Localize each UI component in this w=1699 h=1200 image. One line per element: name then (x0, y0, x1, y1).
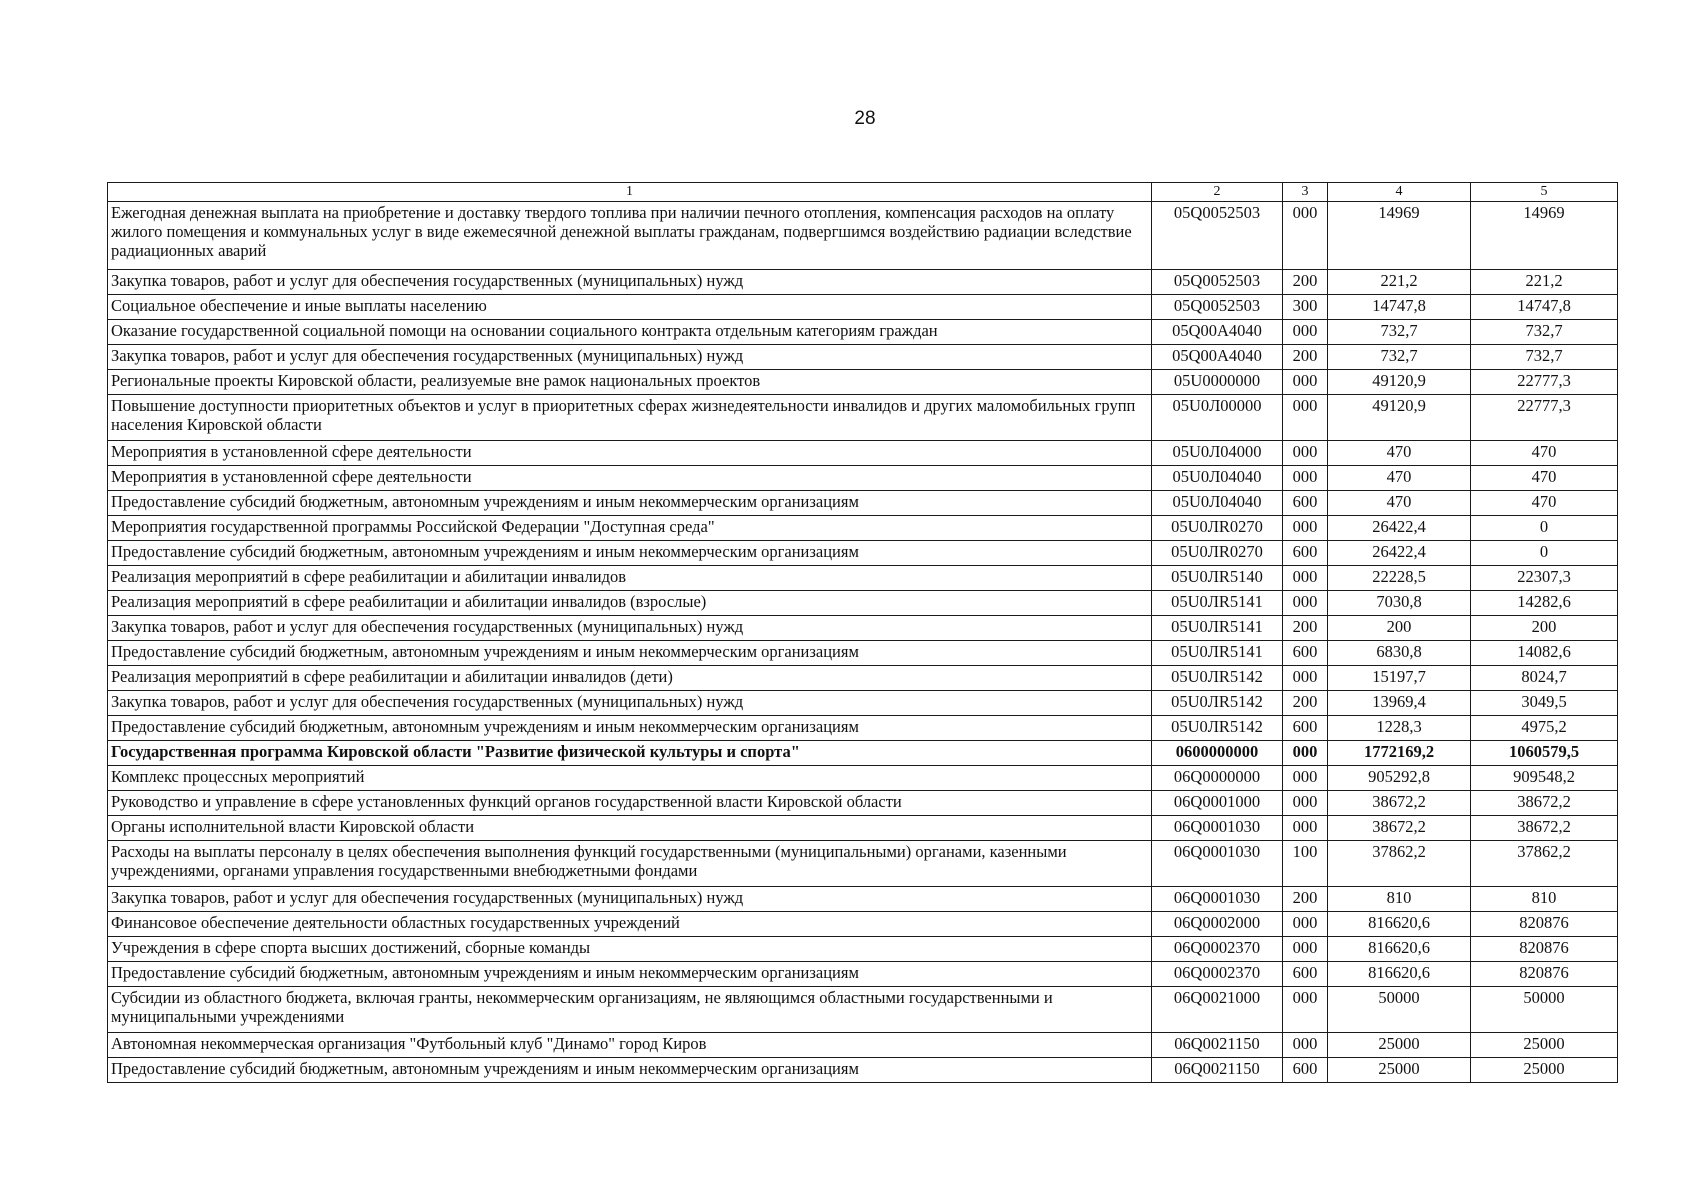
row-expense-type: 000 (1283, 202, 1328, 270)
table-row (108, 516, 1618, 541)
row-amount-col4: 37862,2 (1328, 841, 1471, 887)
row-code: 05Q0052503 (1152, 295, 1283, 320)
row-expense-type: 000 (1283, 395, 1328, 441)
row-expense-type: 100 (1283, 841, 1328, 887)
row-code: 05U0Л04040 (1152, 466, 1283, 491)
row-amount-col4: 14969 (1328, 202, 1471, 270)
header-col-2: 2 (1152, 183, 1283, 202)
row-amount-col4: 816620,6 (1328, 912, 1471, 937)
row-expense-type: 000 (1283, 912, 1328, 937)
row-amount-col5: 470 (1471, 466, 1618, 491)
table-row (108, 937, 1618, 962)
row-amount-col4: 38672,2 (1328, 791, 1471, 816)
row-amount-col5: 38672,2 (1471, 791, 1618, 816)
row-expense-type: 000 (1283, 1033, 1328, 1058)
row-expense-type: 000 (1283, 466, 1328, 491)
row-amount-col4: 49120,9 (1328, 370, 1471, 395)
row-expense-type: 600 (1283, 716, 1328, 741)
row-amount-col4: 816620,6 (1328, 962, 1471, 987)
table-row (108, 791, 1618, 816)
row-expense-type: 000 (1283, 937, 1328, 962)
row-expense-type: 000 (1283, 370, 1328, 395)
row-amount-col4: 22228,5 (1328, 566, 1471, 591)
row-amount-col5: 820876 (1471, 937, 1618, 962)
table-row (108, 491, 1618, 516)
row-amount-col4: 470 (1328, 491, 1471, 516)
row-amount-col5: 4975,2 (1471, 716, 1618, 741)
row-amount-col4: 732,7 (1328, 345, 1471, 370)
row-amount-col5: 820876 (1471, 962, 1618, 987)
row-code: 06Q0001030 (1152, 816, 1283, 841)
table-row (108, 641, 1618, 666)
row-code: 05U0Л04000 (1152, 441, 1283, 466)
row-code: 06Q0001000 (1152, 791, 1283, 816)
table-row (108, 887, 1618, 912)
row-amount-col5: 732,7 (1471, 345, 1618, 370)
row-code: 05Q0052503 (1152, 270, 1283, 295)
row-amount-col5: 22307,3 (1471, 566, 1618, 591)
table-row (108, 345, 1618, 370)
row-amount-col5: 25000 (1471, 1058, 1618, 1083)
row-expense-type: 200 (1283, 616, 1328, 641)
row-amount-col5: 820876 (1471, 912, 1618, 937)
row-amount-col4: 200 (1328, 616, 1471, 641)
row-expense-type: 200 (1283, 270, 1328, 295)
row-expense-type: 200 (1283, 345, 1328, 370)
row-code: 06Q0021000 (1152, 987, 1283, 1033)
table-row (108, 591, 1618, 616)
row-amount-col4: 1228,3 (1328, 716, 1471, 741)
table-row (108, 816, 1618, 841)
table-row (108, 841, 1618, 887)
header-col-3: 3 (1283, 183, 1328, 202)
row-expense-type: 000 (1283, 987, 1328, 1033)
row-name: Закупка товаров, работ и услуг для обеспечения государственных (муниципальных) нужд (108, 616, 1152, 641)
row-amount-col4: 7030,8 (1328, 591, 1471, 616)
row-expense-type: 000 (1283, 816, 1328, 841)
table-row (108, 202, 1618, 270)
row-name: Закупка товаров, работ и услуг для обеспечения государственных (муниципальных) нужд (108, 691, 1152, 716)
row-code: 05U0ЛR5142 (1152, 691, 1283, 716)
row-amount-col4: 15197,7 (1328, 666, 1471, 691)
row-expense-type: 000 (1283, 516, 1328, 541)
table-row (108, 691, 1618, 716)
row-code: 05U0ЛR5141 (1152, 591, 1283, 616)
row-name: Субсидии из областного бюджета, включая гранты, некоммерческим организациям, не являющимся областными государственными и муниципальными учреждениями (108, 987, 1152, 1033)
row-code: 06Q0002000 (1152, 912, 1283, 937)
row-name: Ежегодная денежная выплата на приобретение и доставку твердого топлива при наличии печного отопления, компенсация расходов на оплату жилого помещения и коммунальных услуг в виде ежемесячной денежной выплаты гражданам, подвергшимся воздействию радиации вследствие радиационных аварий (108, 202, 1152, 270)
row-name: Учреждения в сфере спорта высших достижений, сборные команды (108, 937, 1152, 962)
table-row (108, 370, 1618, 395)
row-name: Комплекс процессных мероприятий (108, 766, 1152, 791)
row-expense-type: 000 (1283, 320, 1328, 345)
row-name: Реализация мероприятий в сфере реабилитации и абилитации инвалидов (дети) (108, 666, 1152, 691)
page-number: 28 (854, 108, 876, 129)
row-expense-type: 600 (1283, 541, 1328, 566)
row-expense-type: 000 (1283, 666, 1328, 691)
row-amount-col4: 26422,4 (1328, 516, 1471, 541)
table-row (108, 270, 1618, 295)
row-expense-type: 000 (1283, 741, 1328, 766)
row-expense-type: 000 (1283, 566, 1328, 591)
row-amount-col5: 25000 (1471, 1033, 1618, 1058)
row-amount-col5: 810 (1471, 887, 1618, 912)
row-expense-type: 600 (1283, 491, 1328, 516)
table-header-row (108, 183, 1618, 202)
row-expense-type: 600 (1283, 641, 1328, 666)
row-code: 05U0ЛR5140 (1152, 566, 1283, 591)
table-row (108, 320, 1618, 345)
row-name: Автономная некоммерческая организация "Футбольный клуб "Динамо" город Киров (108, 1033, 1152, 1058)
row-amount-col4: 470 (1328, 466, 1471, 491)
row-amount-col5: 14747,8 (1471, 295, 1618, 320)
row-amount-col4: 905292,8 (1328, 766, 1471, 791)
row-amount-col4: 221,2 (1328, 270, 1471, 295)
row-amount-col4: 25000 (1328, 1033, 1471, 1058)
row-expense-type: 000 (1283, 766, 1328, 791)
row-name: Закупка товаров, работ и услуг для обеспечения государственных (муниципальных) нужд (108, 345, 1152, 370)
table-row (108, 912, 1618, 937)
row-name: Расходы на выплаты персоналу в целях обеспечения выполнения функций государственными (муниципальными) органами, казенными учреждениями, органами управления государственными внебюджетными фондами (108, 841, 1152, 887)
row-name: Закупка товаров, работ и услуг для обеспечения государственных (муниципальных) нужд (108, 887, 1152, 912)
row-amount-col5: 14282,6 (1471, 591, 1618, 616)
row-code: 05U0ЛR5142 (1152, 666, 1283, 691)
row-name: Мероприятия в установленной сфере деятельности (108, 441, 1152, 466)
row-code: 05U0Л04040 (1152, 491, 1283, 516)
row-amount-col5: 38672,2 (1471, 816, 1618, 841)
row-code: 06Q0001030 (1152, 887, 1283, 912)
row-amount-col5: 732,7 (1471, 320, 1618, 345)
row-amount-col4: 13969,4 (1328, 691, 1471, 716)
row-code: 05U0ЛR0270 (1152, 516, 1283, 541)
header-col-5: 5 (1471, 183, 1618, 202)
row-amount-col5: 50000 (1471, 987, 1618, 1033)
row-name: Финансовое обеспечение деятельности областных государственных учреждений (108, 912, 1152, 937)
table-row (108, 616, 1618, 641)
row-amount-col4: 816620,6 (1328, 937, 1471, 962)
row-amount-col5: 1060579,5 (1471, 741, 1618, 766)
row-amount-col5: 22777,3 (1471, 395, 1618, 441)
row-code: 05U0ЛR5141 (1152, 616, 1283, 641)
row-code: 05U0ЛR0270 (1152, 541, 1283, 566)
table-row (108, 566, 1618, 591)
table-row (108, 295, 1618, 320)
row-name: Закупка товаров, работ и услуг для обеспечения государственных (муниципальных) нужд (108, 270, 1152, 295)
table-row-program-total (108, 741, 1618, 766)
row-name: Предоставление субсидий бюджетным, автономным учреждениям и иным некоммерческим организациям (108, 641, 1152, 666)
row-code: 05U0ЛR5141 (1152, 641, 1283, 666)
row-name: Органы исполнительной власти Кировской области (108, 816, 1152, 841)
row-code: 06Q0021150 (1152, 1058, 1283, 1083)
row-expense-type: 000 (1283, 591, 1328, 616)
row-amount-col5: 0 (1471, 541, 1618, 566)
header-col-4: 4 (1328, 183, 1471, 202)
row-expense-type: 600 (1283, 962, 1328, 987)
row-name: Реализация мероприятий в сфере реабилитации и абилитации инвалидов (взрослые) (108, 591, 1152, 616)
row-code: 06Q0000000 (1152, 766, 1283, 791)
table-row (108, 395, 1618, 441)
row-name: Повышение доступности приоритетных объектов и услуг в приоритетных сферах жизнедеятельности инвалидов и других маломобильных групп населения Кировской области (108, 395, 1152, 441)
row-expense-type: 200 (1283, 691, 1328, 716)
row-amount-col4: 38672,2 (1328, 816, 1471, 841)
table-row (108, 1033, 1618, 1058)
table-row (108, 962, 1618, 987)
header-col-1: 1 (108, 183, 1152, 202)
row-name: Региональные проекты Кировской области, реализуемые вне рамок национальных проектов (108, 370, 1152, 395)
row-amount-col5: 470 (1471, 441, 1618, 466)
table-row (108, 716, 1618, 741)
row-amount-col5: 221,2 (1471, 270, 1618, 295)
row-code: 05U0000000 (1152, 370, 1283, 395)
row-amount-col5: 37862,2 (1471, 841, 1618, 887)
row-amount-col5: 200 (1471, 616, 1618, 641)
row-amount-col5: 22777,3 (1471, 370, 1618, 395)
row-amount-col5: 3049,5 (1471, 691, 1618, 716)
row-amount-col4: 470 (1328, 441, 1471, 466)
row-expense-type: 200 (1283, 887, 1328, 912)
row-amount-col5: 8024,7 (1471, 666, 1618, 691)
row-code: 06Q0021150 (1152, 1033, 1283, 1058)
row-name: Оказание государственной социальной помощи на основании социального контракта отдельным категориям граждан (108, 320, 1152, 345)
row-name: Реализация мероприятий в сфере реабилитации и абилитации инвалидов (108, 566, 1152, 591)
budget-table (107, 182, 1618, 1083)
row-amount-col4: 49120,9 (1328, 395, 1471, 441)
row-name: Предоставление субсидий бюджетным, автономным учреждениям и иным некоммерческим организациям (108, 541, 1152, 566)
row-amount-col5: 14969 (1471, 202, 1618, 270)
row-amount-col4: 50000 (1328, 987, 1471, 1033)
row-code: 05U0ЛR5142 (1152, 716, 1283, 741)
row-code: 06Q0002370 (1152, 962, 1283, 987)
row-expense-type: 600 (1283, 1058, 1328, 1083)
row-amount-col5: 470 (1471, 491, 1618, 516)
row-name: Предоставление субсидий бюджетным, автономным учреждениям и иным некоммерческим организациям (108, 716, 1152, 741)
row-amount-col5: 909548,2 (1471, 766, 1618, 791)
row-code: 06Q0002370 (1152, 937, 1283, 962)
row-name: Социальное обеспечение и иные выплаты населению (108, 295, 1152, 320)
table-row (108, 466, 1618, 491)
row-code: 05U0Л00000 (1152, 395, 1283, 441)
row-expense-type: 000 (1283, 441, 1328, 466)
table-row (108, 987, 1618, 1033)
table-row (108, 666, 1618, 691)
row-amount-col4: 6830,8 (1328, 641, 1471, 666)
row-amount-col4: 1772169,2 (1328, 741, 1471, 766)
row-amount-col4: 810 (1328, 887, 1471, 912)
row-name: Руководство и управление в сфере установленных функций органов государственной власти Кировской области (108, 791, 1152, 816)
row-code: 05Q00A4040 (1152, 345, 1283, 370)
row-expense-type: 300 (1283, 295, 1328, 320)
row-code: 06Q0001030 (1152, 841, 1283, 887)
row-amount-col4: 25000 (1328, 1058, 1471, 1083)
row-name: Мероприятия в установленной сфере деятельности (108, 466, 1152, 491)
row-code: 05Q00A4040 (1152, 320, 1283, 345)
row-amount-col5: 0 (1471, 516, 1618, 541)
table-row (108, 1058, 1618, 1083)
table-row (108, 766, 1618, 791)
row-code: 05Q0052503 (1152, 202, 1283, 270)
row-expense-type: 000 (1283, 791, 1328, 816)
row-code: 0600000000 (1152, 741, 1283, 766)
table-row (108, 441, 1618, 466)
row-name: Предоставление субсидий бюджетным, автономным учреждениям и иным некоммерческим организациям (108, 1058, 1152, 1083)
row-amount-col4: 14747,8 (1328, 295, 1471, 320)
row-amount-col4: 732,7 (1328, 320, 1471, 345)
row-name: Государственная программа Кировской области "Развитие физической культуры и спорта" (108, 741, 1152, 766)
row-amount-col4: 26422,4 (1328, 541, 1471, 566)
row-name: Предоставление субсидий бюджетным, автономным учреждениям и иным некоммерческим организациям (108, 962, 1152, 987)
table-row (108, 541, 1618, 566)
row-name: Предоставление субсидий бюджетным, автономным учреждениям и иным некоммерческим организациям (108, 491, 1152, 516)
row-amount-col5: 14082,6 (1471, 641, 1618, 666)
row-name: Мероприятия государственной программы Российской Федерации "Доступная среда" (108, 516, 1152, 541)
